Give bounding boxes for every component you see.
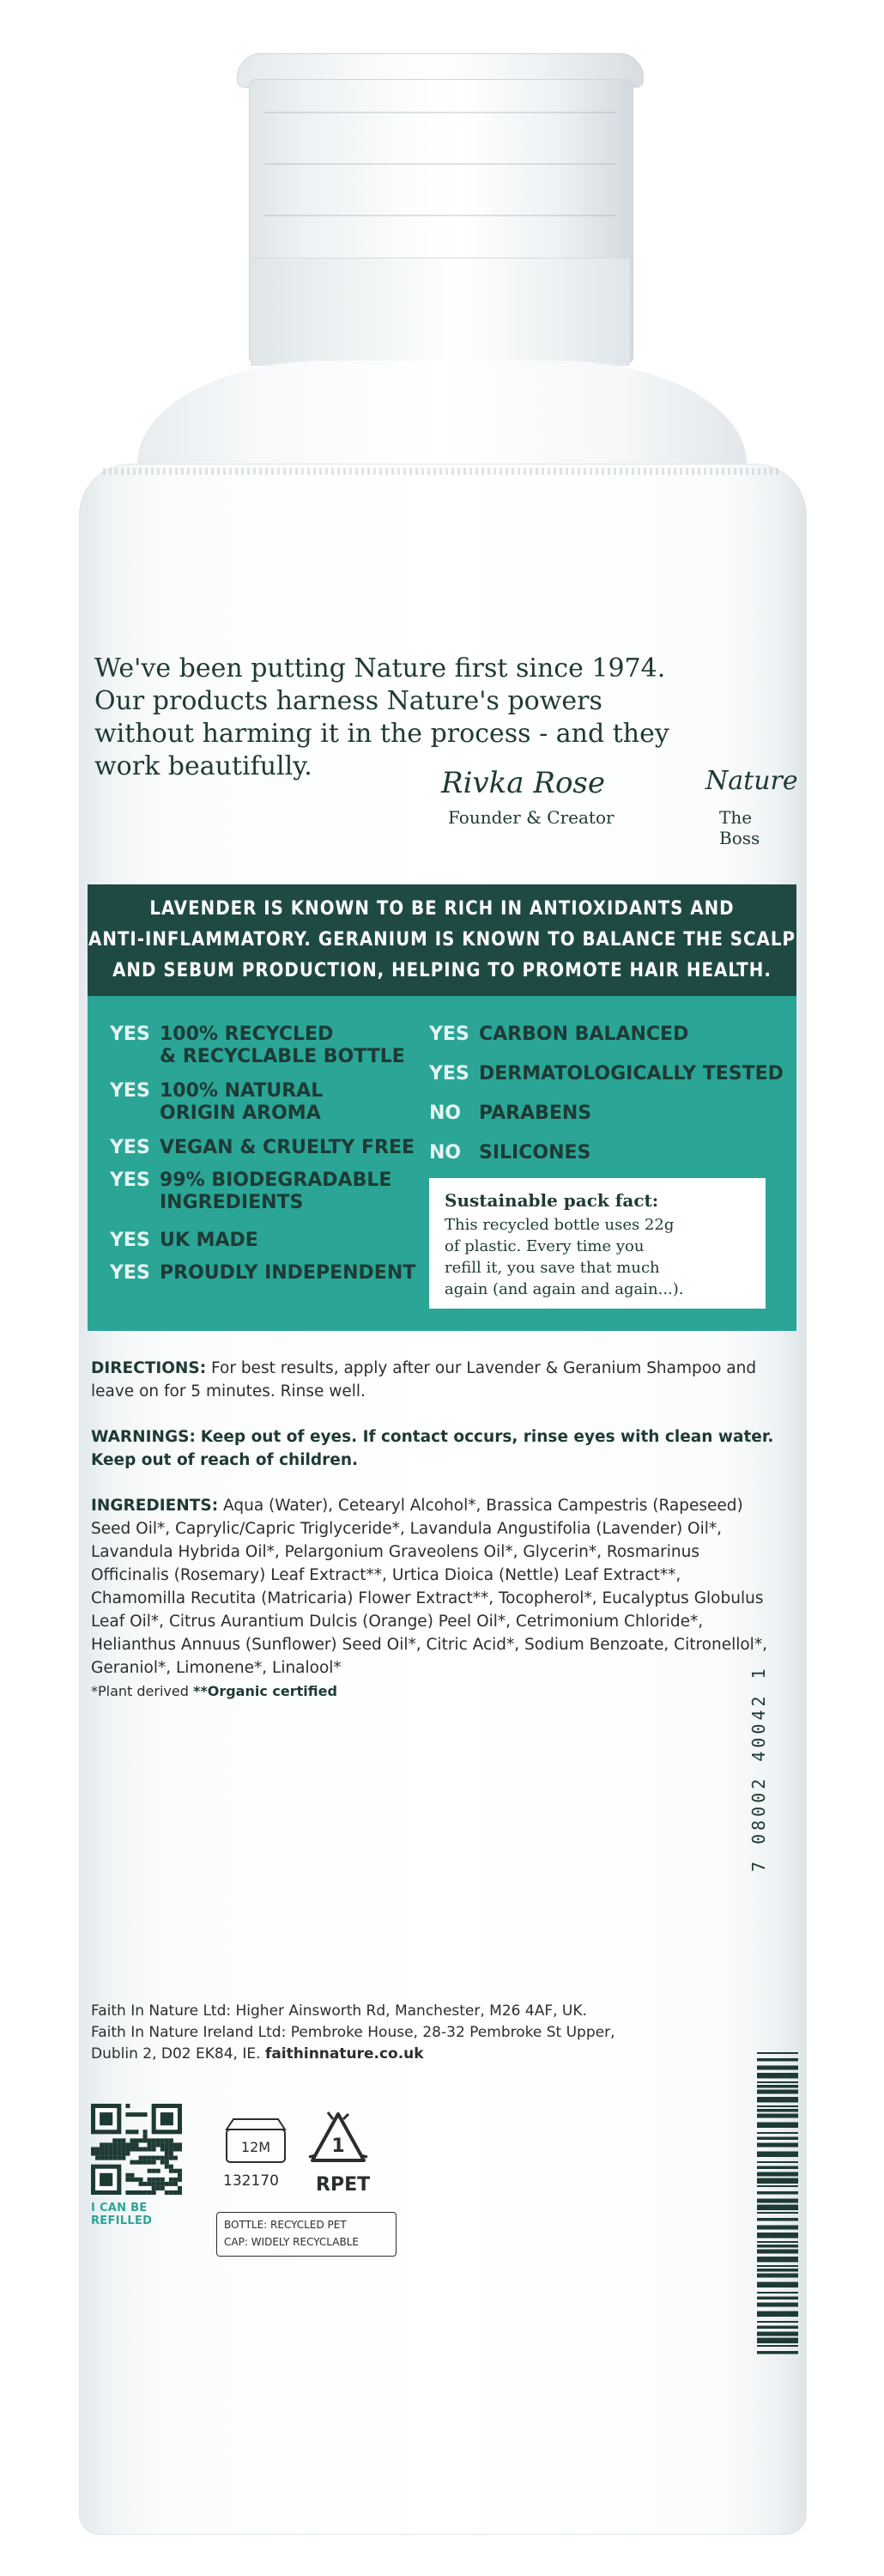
bottle-neck — [137, 361, 747, 472]
qr-cell — [152, 2147, 156, 2151]
period-after-opening-icon — [218, 2112, 292, 2167]
qr-cell — [169, 2152, 173, 2156]
sustainable-fact-box — [429, 1178, 766, 1309]
recycle-note-line: BOTTLE: RECYCLED PET — [224, 2219, 347, 2231]
qr-cell — [130, 2147, 134, 2151]
product-label — [88, 550, 796, 2327]
barcode-bar — [757, 2250, 798, 2254]
qr-cell — [125, 2190, 130, 2195]
qr-cell — [173, 2178, 178, 2182]
qr-cell — [130, 2173, 134, 2178]
barcode-bar — [757, 2161, 798, 2163]
qr-cell — [91, 2152, 95, 2156]
qr-cell — [169, 2156, 173, 2160]
qr-cell — [178, 2186, 182, 2190]
qr-cell — [117, 2152, 121, 2156]
qr-cell — [160, 2182, 165, 2186]
qr-cell — [148, 2169, 152, 2173]
checklist-panel — [88, 996, 796, 1331]
qr-cell — [130, 2160, 134, 2165]
checklist-item — [110, 1262, 415, 1285]
checklist-item — [110, 1024, 405, 1068]
qr-cell — [121, 2152, 125, 2156]
cap-band — [251, 258, 630, 366]
ingredients — [91, 1494, 778, 1703]
qr-cell — [130, 2142, 134, 2147]
barcode-bar — [757, 2199, 798, 2203]
qr-cell — [112, 2147, 117, 2151]
qr-cell — [160, 2147, 165, 2151]
qr-cell — [165, 2147, 169, 2151]
checklist-item — [429, 1024, 688, 1046]
qr-cell — [169, 2165, 173, 2169]
ingredients-text: Aqua (Water), Cetearyl Alcohol*, Brassica Campestris (Rapeseed) Seed Oil*, Caprylic/Capric Triglyceride*, Lavandula Angustifolia (Lavender) Oil*, Lavandula Hybrida Oil*, Pelargonium Graveolens Oil*, Glycerin*, Rosmarinus Officinalis (Rosemary) Leaf Extract**, Urtica Dioica (Nettle) Leaf Extract**, Chamomilla Recutita (Matricaria) Flower Extract**, Tocopherol*, Eucalyptus Globulus Leaf Oil*, Citrus Aurantium Dulcis (Orange) Peel Oil*, Cetrimonium Chloride*, Helianthus Annuus (Sunflower) Seed Oil*, Citric Acid*, Sodium Benzoate, Citronellol*, Geraniol*, Limonene*, Linalool* — [91, 1497, 767, 1677]
barcode-bar — [757, 2351, 798, 2354]
barcode-bar — [757, 2185, 798, 2187]
check-text: ORIGIN AROMA — [160, 1103, 321, 1124]
qr-cell — [104, 2147, 108, 2151]
check-text: CARBON BALANCED — [479, 1024, 689, 1045]
address-line: Faith In Nature Ireland Ltd: Pembroke House, 28-32 Pembroke St Upper, — [91, 2024, 615, 2041]
qr-cell — [117, 2142, 121, 2147]
qr-cell — [143, 2112, 148, 2117]
qr-cell — [108, 2142, 112, 2147]
qr-cell — [100, 2152, 104, 2156]
qr-cell — [139, 2160, 143, 2165]
qr-cell — [100, 2173, 112, 2186]
barcode-bar — [757, 2109, 798, 2112]
qr-cell — [169, 2190, 173, 2195]
qr-cell — [125, 2104, 130, 2108]
barcode-bar — [757, 2326, 798, 2330]
qr-cell — [156, 2156, 160, 2160]
qr-cell — [156, 2142, 160, 2147]
qr-cell — [108, 2147, 112, 2151]
qr-cell — [95, 2156, 100, 2160]
check-mark: YES — [110, 1170, 150, 1191]
barcode-bar — [757, 2085, 798, 2088]
qr-cell — [152, 2156, 156, 2160]
check-text: 100% NATURAL — [160, 1080, 324, 1102]
qr-cell — [178, 2173, 182, 2178]
qr-cell — [95, 2152, 100, 2156]
checklist-item — [429, 1142, 590, 1164]
check-mark: YES — [110, 1024, 150, 1045]
check-mark: NO — [429, 1142, 462, 1163]
barcode-bar — [757, 2205, 798, 2211]
qr-cell — [152, 2142, 156, 2147]
qr-cell — [143, 2129, 148, 2134]
qr-cell — [165, 2190, 169, 2195]
qr-cell — [148, 2156, 152, 2160]
checklist-item — [429, 1063, 784, 1085]
qr-cell — [165, 2182, 169, 2186]
qr-cell — [148, 2142, 152, 2147]
qr-cell — [152, 2186, 156, 2190]
barcode — [757, 2052, 798, 2361]
check-text: 100% RECYCLED — [160, 1024, 334, 1045]
qr-cell — [125, 2142, 130, 2147]
warnings — [91, 1425, 795, 1472]
qr-cell — [160, 2112, 173, 2125]
qr-cell — [169, 2169, 173, 2173]
qr-cell — [156, 2186, 160, 2190]
claim-line: LAVENDER IS KNOWN TO BE RICH IN ANTIOXIDANTS AND — [149, 898, 735, 920]
check-mark: YES — [110, 1230, 150, 1251]
qr-cell — [134, 2160, 138, 2165]
qr-cell — [178, 2169, 182, 2173]
qr-cell — [148, 2182, 152, 2186]
check-mark: YES — [110, 1137, 150, 1158]
checklist-item — [110, 1170, 391, 1214]
fact-line: again (and again and again...). — [445, 1280, 684, 1298]
warnings-label: WARNINGS: — [91, 1428, 196, 1446]
qr-cell — [152, 2182, 156, 2186]
bottle-shoulder-texture — [103, 468, 781, 475]
barcode-bar — [757, 2166, 798, 2170]
barcode-bar — [757, 2338, 798, 2344]
qr-cell — [156, 2138, 160, 2142]
brand-intro — [94, 653, 798, 783]
check-text: INGREDIENTS — [160, 1192, 304, 1213]
qr-cell — [169, 2147, 173, 2151]
barcode-bar — [757, 2058, 798, 2062]
qr-cell — [121, 2156, 125, 2160]
qr-cell — [104, 2142, 108, 2147]
barcode-bar — [757, 2191, 798, 2195]
qr-cell — [139, 2147, 143, 2151]
qr-cell — [160, 2178, 165, 2182]
directions-text: For best results, apply after our Lavender & Geranium Shampoo and leave on for 5 minutes. Rinse well. — [91, 1359, 757, 1400]
qr-cell — [134, 2178, 138, 2182]
qr-cell — [152, 2169, 156, 2173]
barcode-bar — [757, 2269, 798, 2272]
intro-line: work beautifully. — [94, 751, 312, 781]
barcode-bar — [757, 2292, 798, 2293]
barcode-bar — [757, 2152, 798, 2158]
qr-cell — [139, 2178, 143, 2182]
qr-cell — [134, 2142, 138, 2147]
qr-cell — [95, 2147, 100, 2151]
founder-role: Founder & Creator — [448, 807, 615, 828]
fact-title: Sustainable pack fact: — [445, 1190, 659, 1211]
check-mark: YES — [110, 1080, 150, 1102]
check-mark: YES — [110, 1262, 150, 1284]
barcode-bar — [757, 2332, 798, 2336]
qr-cell — [130, 2129, 134, 2134]
recycle-note-line: CAP: WIDELY RECYCLABLE — [224, 2236, 359, 2248]
directions — [91, 1357, 795, 1403]
check-text: VEGAN & CRUELTY FREE — [160, 1137, 415, 1158]
qr-cell — [169, 2178, 173, 2182]
qr-cell — [143, 2182, 148, 2186]
barcode-bar — [757, 2245, 798, 2248]
qr-cell — [169, 2138, 173, 2142]
qr-cell — [112, 2138, 117, 2142]
check-text: UK MADE — [160, 1230, 258, 1251]
claim-line: ANTI-INFLAMMATORY. GERANIUM IS KNOWN TO BALANCE THE SCALP — [88, 929, 796, 951]
qr-cell — [112, 2156, 117, 2160]
qr-cell — [143, 2156, 148, 2160]
barcode-bar — [757, 2233, 798, 2239]
barcode-bar — [757, 2114, 798, 2118]
claim-line: AND SEBUM PRODUCTION, HELPING TO PROMOTE HAIR HEALTH. — [112, 960, 772, 981]
barcode-bar — [757, 2081, 798, 2083]
directions-label: DIRECTIONS: — [91, 1359, 207, 1377]
intro-line: We've been putting Nature first since 1974. — [94, 653, 666, 683]
qr-cell — [173, 2169, 178, 2173]
benefit-claim-band — [88, 884, 796, 996]
qr-cell — [152, 2178, 156, 2182]
check-text: SILICONES — [479, 1142, 591, 1163]
recycle-material: RPET — [316, 2174, 371, 2196]
recycling-note — [216, 2212, 397, 2257]
barcode-bar — [757, 2132, 798, 2134]
intro-line: Our products harness Nature's powers — [94, 686, 602, 716]
qr-cell — [125, 2129, 130, 2134]
qr-cell — [178, 2190, 182, 2195]
qr-cell — [125, 2152, 130, 2156]
qr-code[interactable] — [91, 2104, 182, 2195]
check-text: PROUDLY INDEPENDENT — [160, 1262, 416, 1284]
qr-cell — [143, 2138, 148, 2142]
address-line: Faith In Nature Ltd: Higher Ainsworth Rd, Manchester, M26 4AF, UK. — [91, 2002, 587, 2020]
qr-cell — [112, 2152, 117, 2156]
barcode-bar — [757, 2066, 798, 2070]
barcode-bar — [757, 2303, 798, 2307]
qr-cell — [125, 2178, 130, 2182]
nature-signature: Nature — [705, 766, 798, 796]
checklist-item — [110, 1137, 415, 1159]
ingredients-label: INGREDIENTS: — [91, 1497, 219, 1515]
barcode-bar — [757, 2052, 798, 2054]
barcode-bar — [757, 2218, 798, 2221]
qr-cell — [178, 2178, 182, 2182]
qr-cell — [108, 2152, 112, 2156]
barcode-bar — [757, 2178, 798, 2184]
qr-cell — [169, 2142, 173, 2147]
qr-cell — [165, 2152, 169, 2156]
qr-cell — [152, 2160, 156, 2165]
barcode-bar — [757, 2297, 798, 2300]
qr-cell — [160, 2138, 165, 2142]
barcode-bar — [757, 2172, 798, 2177]
qr-cell — [134, 2138, 138, 2142]
barcode-bar — [757, 2073, 798, 2079]
founder-signature: Rivka Rose — [441, 766, 606, 800]
qr-cell — [165, 2138, 169, 2142]
qr-cell — [152, 2190, 156, 2195]
qr-cell — [156, 2169, 160, 2173]
qr-cell — [130, 2112, 134, 2117]
qr-cell — [100, 2156, 104, 2160]
qr-cell — [165, 2160, 169, 2165]
barcode-bar — [757, 2123, 798, 2129]
barcode-bar — [757, 2257, 798, 2263]
checklist-item — [110, 1080, 323, 1125]
qr-cell — [130, 2190, 134, 2195]
qr-cell — [139, 2156, 143, 2160]
check-mark: YES — [429, 1063, 469, 1084]
qr-cell — [104, 2152, 108, 2156]
address-line: Dublin 2, D02 EK84, IE. — [91, 2045, 261, 2063]
qr-cell — [148, 2160, 152, 2165]
qr-cell — [104, 2156, 108, 2160]
qr-cell — [143, 2134, 148, 2138]
qr-cell — [100, 2112, 112, 2125]
qr-cell — [148, 2178, 152, 2182]
qr-cell — [139, 2112, 143, 2117]
qr-cell — [139, 2182, 143, 2186]
batch-code: 132170 — [223, 2172, 279, 2190]
checklist-item — [110, 1230, 258, 1252]
check-text: 99% BIODEGRADABLE — [160, 1170, 392, 1191]
barcode-bar — [757, 2282, 798, 2288]
recycling-icon — [304, 2109, 372, 2172]
qr-cell — [134, 2129, 138, 2134]
qr-cell — [173, 2142, 178, 2147]
qr-cell — [139, 2190, 143, 2195]
barcode-bar — [757, 2241, 798, 2243]
qr-cell — [160, 2186, 165, 2190]
footnote-organic: **Organic certified — [192, 1683, 337, 1699]
qr-cell — [173, 2156, 178, 2160]
fact-line: This recycled bottle uses 22g — [445, 1216, 675, 1234]
barcode-number: 7 08002 40042 1 — [748, 1665, 769, 1872]
qr-cell — [160, 2142, 165, 2147]
intro-line: without harming it in the process - and they — [94, 719, 669, 749]
cap-ridge — [264, 215, 616, 216]
pao-label: 12M — [240, 2139, 271, 2155]
barcode-bar — [757, 2212, 798, 2214]
qr-cell — [165, 2156, 169, 2160]
checklist-item — [429, 1103, 591, 1125]
qr-cell — [169, 2182, 173, 2186]
barcode-bar — [757, 2274, 798, 2278]
qr-cell — [117, 2156, 121, 2160]
qr-cell — [121, 2138, 125, 2142]
warnings-text: Keep out of eyes. If contact occurs, rinse eyes with clean water. Keep out of reach of children. — [91, 1428, 774, 1469]
qr-cell — [178, 2147, 182, 2151]
check-text: & RECYCLABLE BOTTLE — [160, 1046, 405, 1067]
barcode-bar — [757, 2137, 798, 2141]
qr-cell — [143, 2190, 148, 2195]
barcode-bar — [757, 2097, 798, 2103]
qr-cell — [152, 2138, 156, 2142]
cap-ridge — [264, 163, 616, 165]
qr-cell — [121, 2142, 125, 2147]
qr-cell — [148, 2147, 152, 2151]
barcode-bar — [757, 2321, 798, 2323]
qr-cell — [156, 2178, 160, 2182]
qr-cell — [156, 2182, 160, 2186]
barcode-bar — [757, 2312, 798, 2318]
qr-cell — [143, 2147, 148, 2151]
barcode-bar — [757, 2143, 798, 2148]
cap-ridge — [264, 112, 616, 113]
qr-cell — [134, 2112, 138, 2117]
barcode-bar — [757, 2090, 798, 2094]
qr-cell — [117, 2147, 121, 2151]
qr-cell — [148, 2190, 152, 2195]
qr-cell — [125, 2147, 130, 2151]
barcode-bar — [757, 2226, 798, 2230]
qr-cell — [173, 2147, 178, 2151]
qr-cell — [108, 2156, 112, 2160]
qr-cell — [117, 2138, 121, 2142]
qr-cell — [134, 2190, 138, 2195]
qr-cell — [173, 2190, 178, 2195]
check-text: PARABENS — [479, 1103, 592, 1124]
qr-cell — [143, 2160, 148, 2165]
check-text: DERMATOLOGICALLY TESTED — [479, 1063, 784, 1084]
qr-cell — [165, 2165, 169, 2169]
fact-line: refill it, you save that much — [445, 1259, 660, 1277]
qr-cell — [112, 2142, 117, 2147]
website: faithinnature.co.uk — [264, 2045, 424, 2063]
qr-cell — [130, 2178, 134, 2182]
qr-cell — [125, 2173, 130, 2178]
check-mark: NO — [429, 1103, 462, 1124]
fact-line: of plastic. Every time you — [445, 1237, 645, 1255]
qr-cell — [160, 2156, 165, 2160]
qr-cell — [91, 2147, 95, 2151]
barcode-bar — [757, 2265, 798, 2267]
qr-cell — [100, 2147, 104, 2151]
qr-cell — [134, 2147, 138, 2151]
qr-cell — [173, 2182, 178, 2186]
company-address — [91, 2001, 692, 2065]
qr-cell — [178, 2142, 182, 2147]
qr-cell — [121, 2147, 125, 2151]
qr-cell — [100, 2142, 104, 2147]
qr-cell — [130, 2138, 134, 2142]
barcode-bar — [757, 2105, 798, 2107]
barcode-bar — [757, 2345, 798, 2347]
qr-cell — [165, 2142, 169, 2147]
qr-cell — [125, 2112, 130, 2117]
refill-label: I CAN BE REFILLED — [91, 2202, 153, 2227]
check-mark: YES — [429, 1024, 469, 1045]
footnote-plant: *Plant derived — [91, 1683, 189, 1699]
qr-cell — [148, 2138, 152, 2142]
nature-role: The Boss — [719, 807, 760, 848]
qr-cell — [160, 2160, 165, 2165]
qr-cell — [139, 2138, 143, 2142]
recycle-number: 1 — [331, 2136, 345, 2157]
